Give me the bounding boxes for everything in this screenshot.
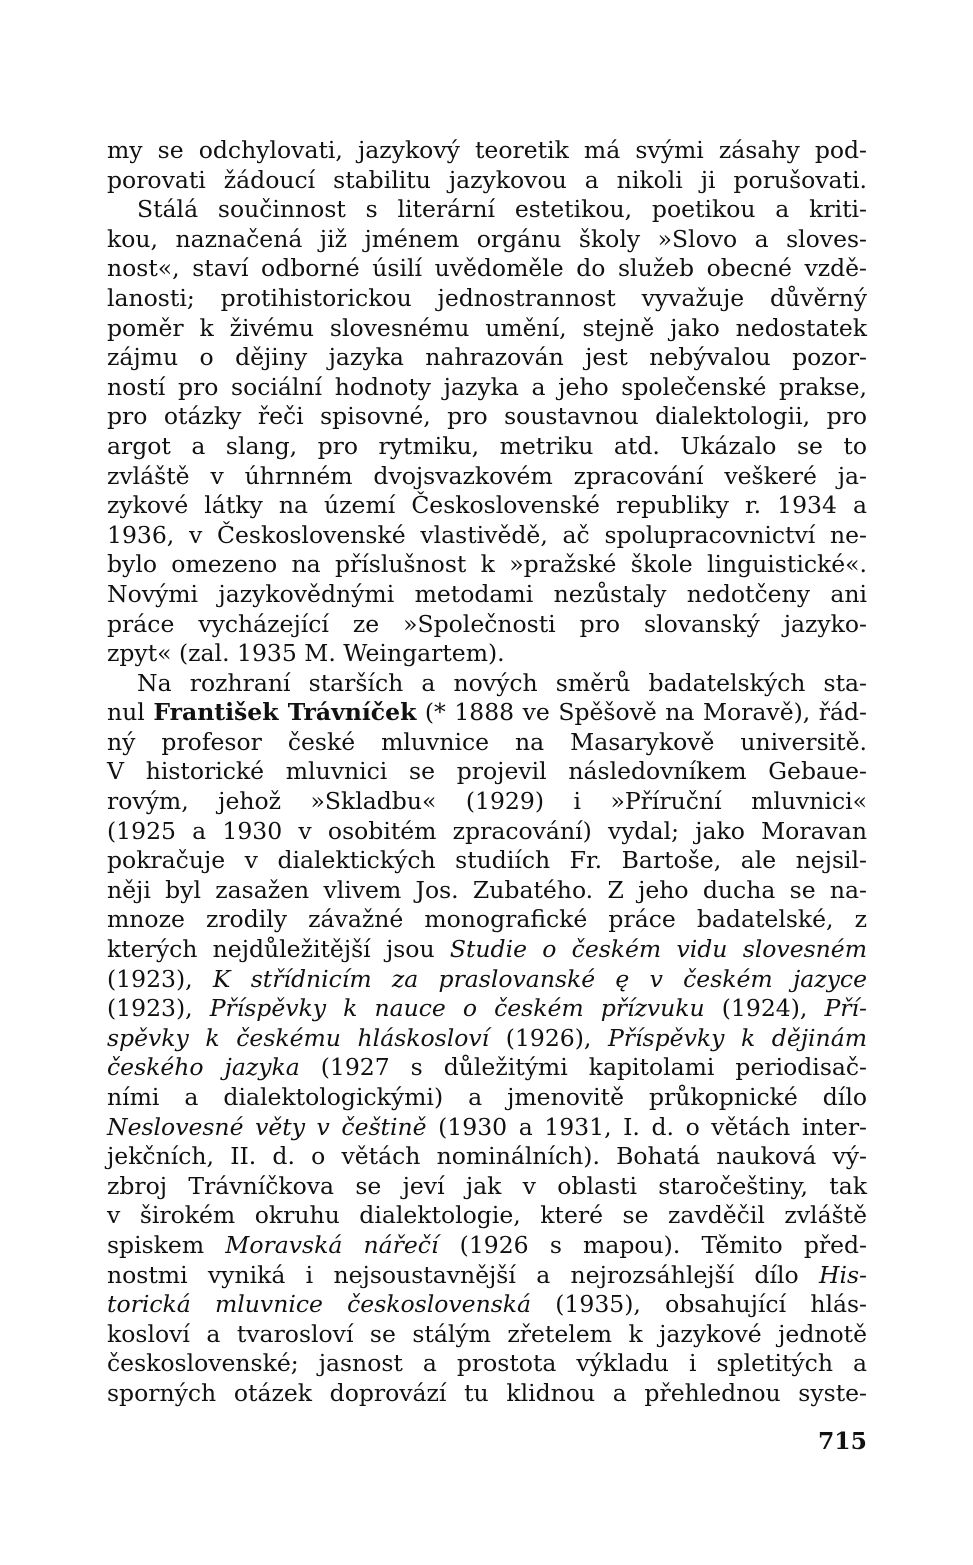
text-run: my se odchylovati, jazykový teoretik má svými zásahy pod- — [107, 136, 867, 164]
text-line — [107, 550, 867, 580]
text-line — [107, 994, 867, 1024]
text-run: zpyt« (zal. 1935 M. Weingartem). — [107, 639, 505, 668]
text-run: porovati žádoucí stabilitu jazykovou a nikoli ji porušovati. — [107, 165, 867, 194]
text-run: pokračuje v dialektických studiích Fr. Bartoše, ale nejsil- — [107, 846, 867, 875]
text-run: Novými jazykovědnými metodami nezůstaly nedotčeny ani — [107, 579, 867, 608]
text-run: nul — [107, 698, 154, 727]
text-line — [107, 1083, 867, 1113]
text-line — [107, 1142, 867, 1172]
text-line — [107, 1053, 867, 1083]
text-line — [107, 1231, 867, 1261]
text-line — [107, 698, 867, 728]
text-run: 1936, v Československé vlastivědě, ač spolupracovnictví ne- — [107, 520, 867, 549]
text-line — [107, 1290, 867, 1320]
text-line — [107, 521, 867, 551]
italic-title: spěvky k českému hláskosloví — [107, 1023, 490, 1052]
text-line — [107, 817, 867, 847]
page-number: 715 — [817, 1427, 867, 1455]
text-line — [107, 846, 867, 876]
italic-title: českého jazyka — [107, 1053, 300, 1082]
text-line — [107, 314, 867, 344]
text-line — [107, 580, 867, 610]
italic-title: K střídnicím za praslovanské ę v českém jazyce — [212, 964, 867, 993]
text-line — [107, 284, 867, 314]
text-line — [107, 935, 867, 965]
text-run: ností pro sociální hodnoty jazyka a jeho společenské prakse, — [107, 372, 867, 401]
italic-title: Studie o českém vidu slovesném — [449, 935, 867, 964]
text-run: něji byl zasažen vlivem Jos. Zubatého. Z jeho ducha se na- — [107, 875, 867, 904]
text-line — [107, 402, 867, 432]
text-run: československé; jasnost a prostota výkladu i spletitých a — [107, 1349, 867, 1378]
text-line — [107, 669, 867, 699]
text-run: V historické mluvnici se projevil následovníkem Gebaue- — [107, 757, 867, 786]
text-run: lanosti; protihistorickou jednostrannost vyvažuje důvěrný — [107, 283, 867, 312]
text-run: rovým, jehož »Skladbu« (1929) i »Příruční mluvnici« — [107, 787, 867, 816]
text-run: ný profesor české mluvnice na Masarykově universitě. — [107, 727, 867, 756]
text-run: Na rozhraní starších a nových směrů badatelských sta- — [137, 668, 867, 697]
italic-title: Pří- — [824, 994, 867, 1023]
text-run: (1925 a 1930 v osobitém zpracování) vydal; jako Moravan — [107, 816, 867, 845]
italic-title: torická mluvnice československá — [107, 1290, 532, 1319]
text-run: (1923), — [107, 964, 213, 993]
text-line — [107, 225, 867, 255]
text-run: nost«, staví odborné úsilí uvědoměle do služeb obecné vzdě- — [107, 254, 867, 283]
italic-title: His- — [818, 1260, 867, 1289]
text-line — [107, 1261, 867, 1291]
italic-title: Příspěvky k dějinám — [608, 1023, 867, 1052]
text-line — [107, 610, 867, 640]
text-line — [107, 1113, 867, 1143]
text-line — [107, 1201, 867, 1231]
text-run: nostmi vyniká i nejsoustavnější a nejrozsáhlejší dílo — [107, 1260, 819, 1289]
bold-text: František Trávníček — [153, 698, 417, 727]
text-line — [107, 876, 867, 906]
italic-title: Příspěvky k nauce o českém přízvuku — [209, 994, 705, 1023]
text-run: Stálá součinnost s literární estetikou, poetikou a kriti- — [137, 195, 867, 224]
text-run: kterých nejdůležitější jsou — [107, 935, 450, 964]
text-line — [107, 432, 867, 462]
text-run: kosloví a tvarosloví se stálým zřetelem k jazykové jednotě — [107, 1319, 867, 1348]
text-run: jekčních, II. d. o větách nominálních). Bohatá nauková vý- — [107, 1142, 867, 1171]
text-run: bylo omezeno na příslušnost k »pražské škole linguistické«. — [107, 550, 867, 579]
text-line — [107, 1320, 867, 1350]
text-run: (1924), — [704, 994, 825, 1023]
text-line — [107, 136, 867, 166]
text-line — [107, 166, 867, 196]
text-line — [107, 1172, 867, 1202]
text-run: zbroj Trávníčkova se jeví jak v oblasti staročeštiny, tak — [107, 1171, 867, 1200]
text-run: (1927 s důležitými kapitolami periodisač- — [299, 1053, 867, 1082]
text-run: sporných otázek doprovází tu klidnou a přehlednou syste- — [107, 1378, 867, 1407]
text-run: pro otázky řeči spisovné, pro soustavnou dialektologii, pro — [107, 402, 867, 431]
text-run: poměr k živému slovesnému umění, stejně jako nedostatek — [107, 313, 867, 342]
text-line — [107, 195, 867, 225]
italic-title: Neslovesné věty v češtině — [107, 1112, 427, 1141]
text-run: (1923), — [107, 994, 210, 1023]
body-text — [107, 136, 867, 1409]
text-line — [107, 757, 867, 787]
text-run: zvláště v úhrnném dvojsvazkovém zpracování veškeré ja- — [107, 461, 867, 490]
text-run: mnoze zrodily závažné monografické práce badatelské, z — [107, 905, 867, 934]
text-line — [107, 787, 867, 817]
text-run: zájmu o dějiny jazyka nahrazován jest nebývalou pozor- — [107, 343, 867, 372]
text-run: (1935), obsahující hlás- — [531, 1290, 867, 1319]
italic-title: Moravská nářečí — [225, 1230, 439, 1259]
text-line — [107, 965, 867, 995]
text-line — [107, 343, 867, 373]
text-run: zykové látky na území Československé republiky r. 1934 a — [107, 491, 867, 520]
text-line — [107, 373, 867, 403]
text-run: práce vycházející ze »Společnosti pro slovanský jazyko- — [107, 609, 867, 638]
text-run: v širokém okruhu dialektologie, které se zavděčil zvláště — [107, 1201, 867, 1230]
text-run: (1926 s mapou). Těmito před- — [438, 1230, 867, 1259]
text-run: kou, naznačená již jménem orgánu školy »Slovo a sloves- — [107, 224, 867, 253]
text-run: (1930 a 1931, I. d. o větách inter- — [426, 1112, 867, 1141]
text-run: ními a dialektologickými) a jmenovitě průkopnické dílo — [107, 1083, 867, 1111]
text-line — [107, 728, 867, 758]
text-line — [107, 1024, 867, 1054]
text-line — [107, 639, 867, 669]
text-run: (* 1888 ve Spěšově na Moravě), řád- — [416, 698, 867, 727]
text-line — [107, 1379, 867, 1409]
text-line — [107, 462, 867, 492]
text-line — [107, 1349, 867, 1379]
text-line — [107, 254, 867, 284]
text-run: (1926), — [489, 1023, 608, 1052]
text-line — [107, 905, 867, 935]
text-run: argot a slang, pro rytmiku, metriku atd. Ukázalo se to — [107, 431, 867, 460]
text-run: spiskem — [107, 1230, 226, 1259]
text-line — [107, 491, 867, 521]
